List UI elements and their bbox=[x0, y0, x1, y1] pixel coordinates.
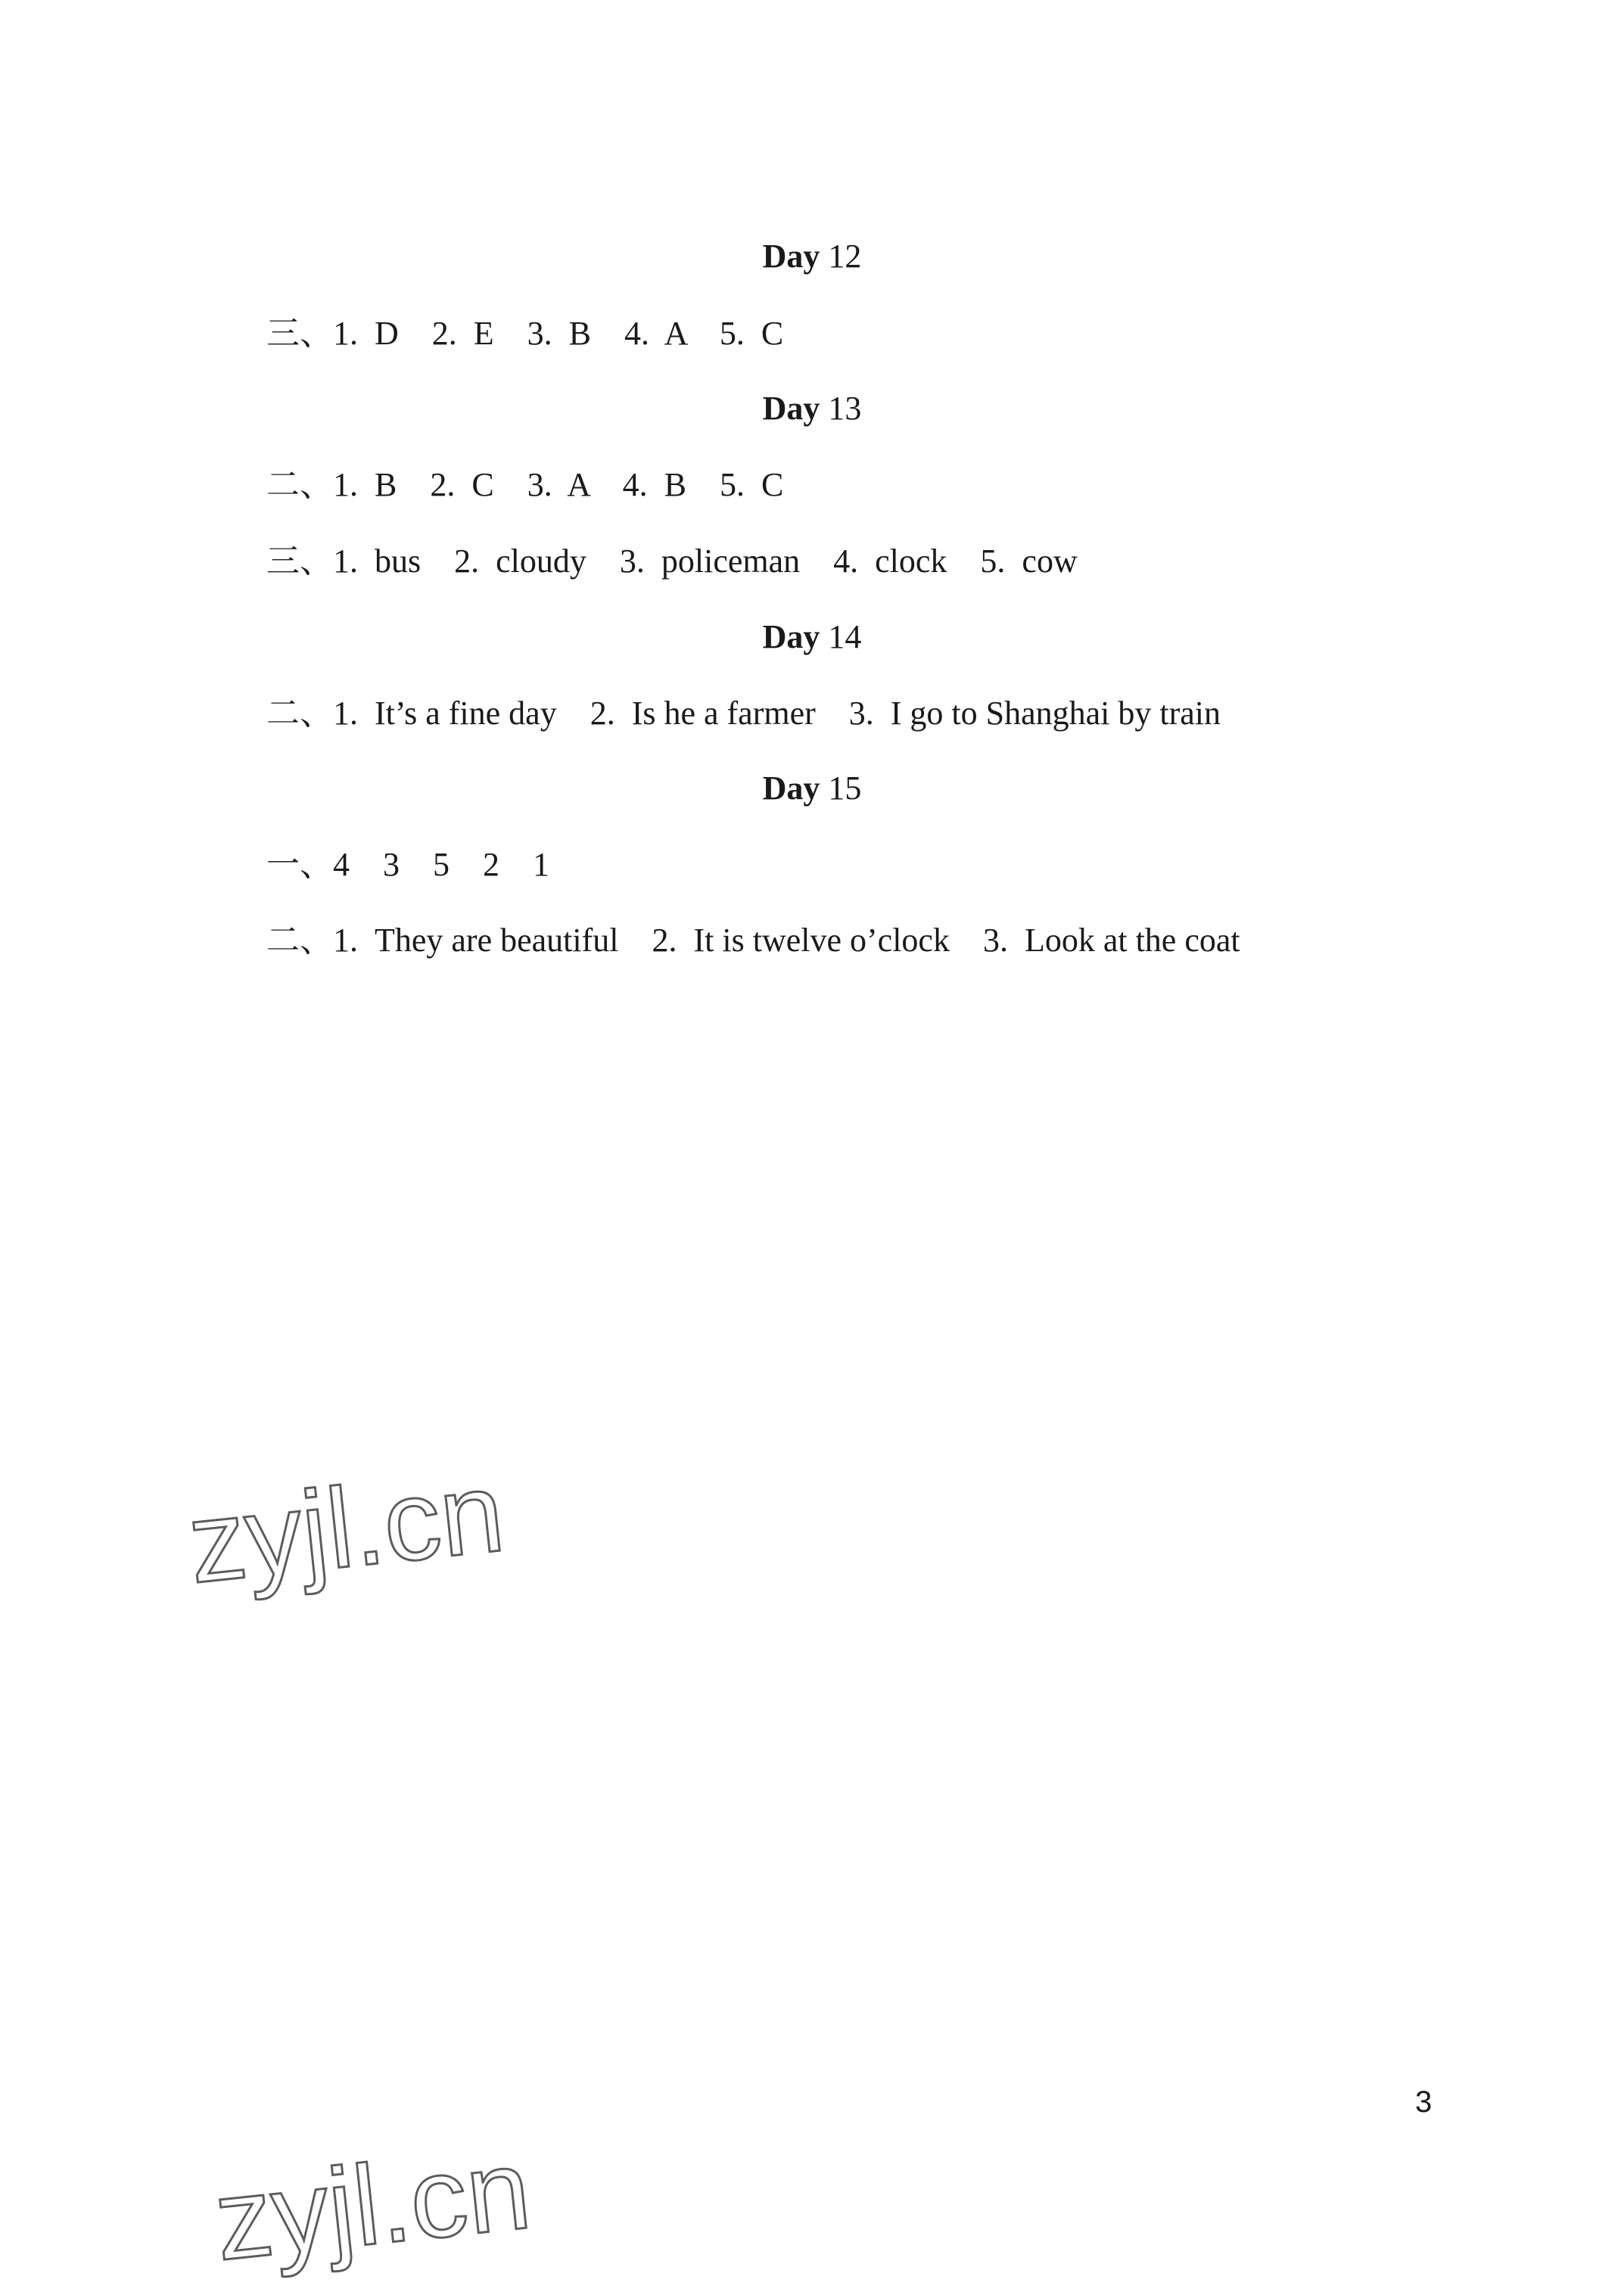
heading-number: 14 bbox=[828, 618, 862, 655]
heading-label: Day bbox=[762, 770, 820, 807]
section-heading-day-12 bbox=[0, 235, 1624, 278]
heading-number: 12 bbox=[828, 238, 862, 275]
page-number: 3 bbox=[1415, 2085, 1433, 2119]
heading-label: Day bbox=[762, 618, 820, 655]
section-heading-day-14 bbox=[0, 616, 1624, 658]
answer-line: 二、1. It’s a fine day 2. Is he a farmer 3. I go to Shanghai by train bbox=[266, 695, 1221, 732]
heading-number: 13 bbox=[828, 390, 862, 427]
answer-line: 二、1. B 2. C 3. A 4. B 5. C bbox=[266, 466, 784, 503]
answer-line: 二、1. They are beautiful 2. It is twelve o’clock 3. Look at the coat bbox=[266, 922, 1240, 959]
answer-line: 三、1. bus 2. cloudy 3. policeman 4. clock 5. cow bbox=[266, 543, 1078, 580]
section-heading-day-15 bbox=[0, 767, 1624, 810]
heading-label: Day bbox=[762, 390, 820, 427]
answer-line: 一、4 3 5 2 1 bbox=[266, 846, 549, 883]
watermark-logo: zyjl.cn bbox=[182, 1447, 510, 1607]
answer-line: 三、1. D 2. E 3. B 4. A 5. C bbox=[266, 315, 784, 352]
watermark-logo: zyjl.cn bbox=[209, 2124, 537, 2284]
heading-number: 15 bbox=[828, 770, 862, 807]
section-heading-day-13 bbox=[0, 387, 1624, 430]
heading-label: Day bbox=[762, 238, 820, 275]
